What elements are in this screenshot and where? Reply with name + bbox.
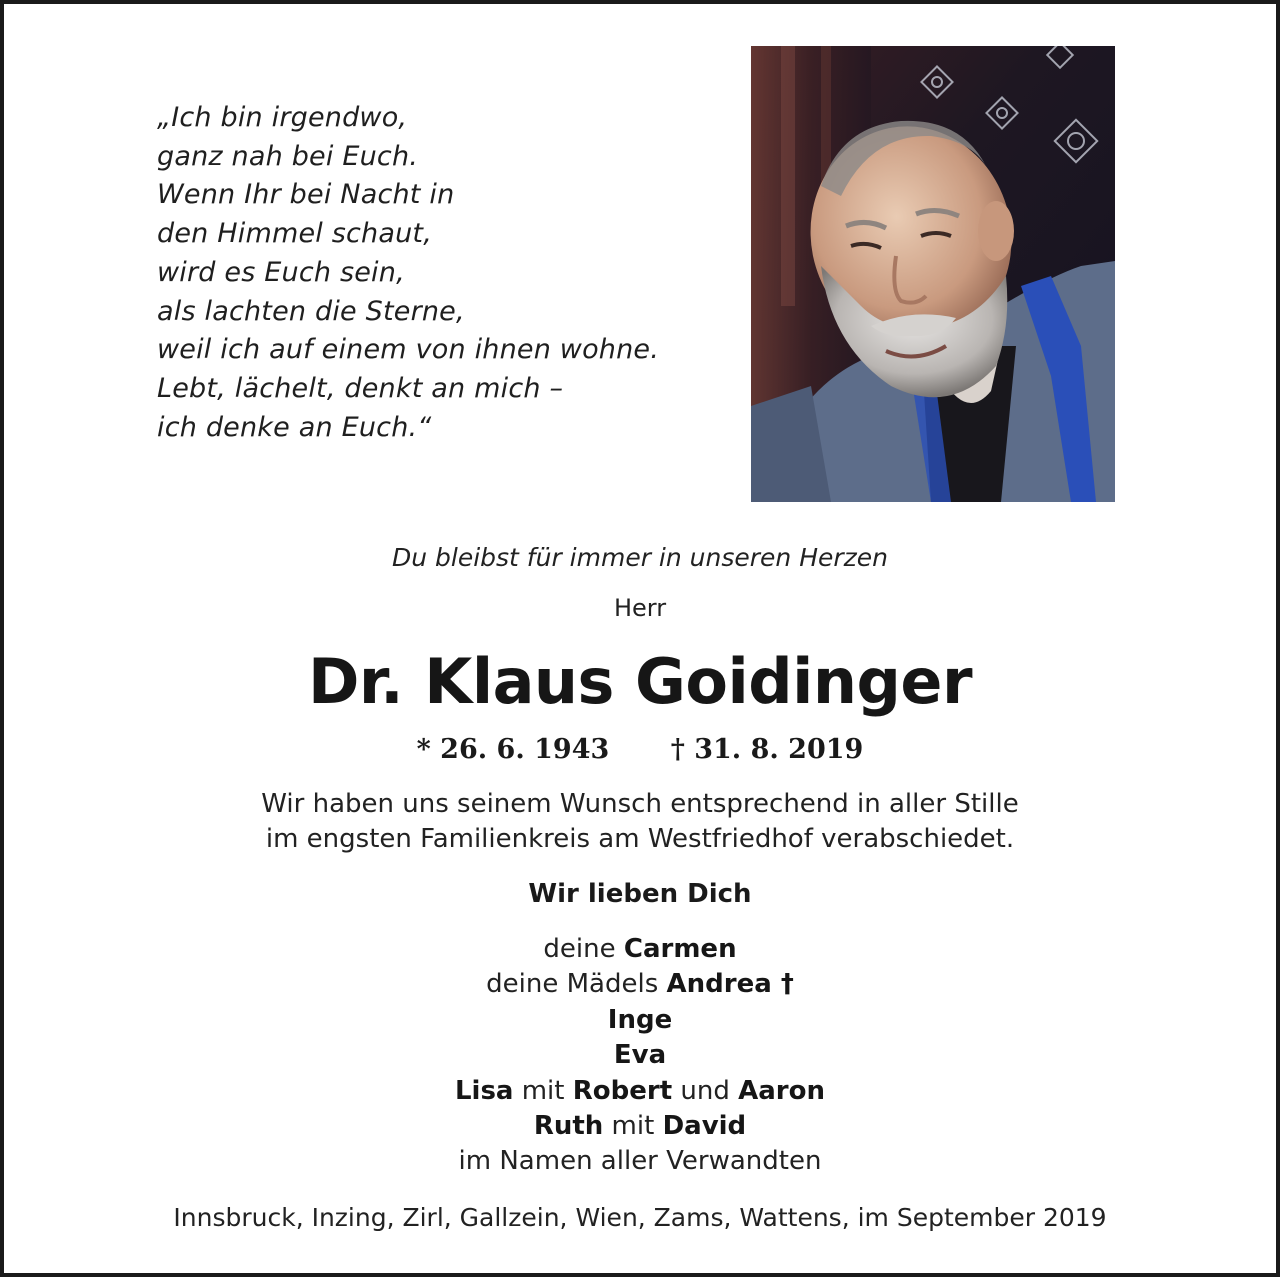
family-connector: mit (513, 1075, 573, 1106)
poem-line: Wenn Ihr bei Nacht in (157, 179, 455, 211)
family-line (0, 967, 1280, 1002)
motto: Du bleibst für immer in unseren Herzen (391, 543, 889, 572)
family-line (0, 1109, 1280, 1144)
farewell-line: im engsten Familienkreis am Westfriedhof verabschiedet. (265, 824, 1015, 854)
death-date: † 31. 8. 2019 (670, 734, 864, 765)
poem-line: weil ich auf einem von ihnen wohne. (157, 334, 660, 366)
family-prefix: deine Mädels (486, 969, 667, 1000)
poem-line: ganz nah bei Euch. (157, 140, 419, 172)
family-member-name: Aaron (738, 1075, 826, 1106)
poem-line: den Himmel schaut, (157, 218, 432, 250)
love-statement: Wir lieben Dich (528, 879, 752, 909)
poem-line: ich denke an Euch.“ (157, 411, 432, 443)
family-signatures (0, 932, 1280, 1180)
poem-line: Lebt, lächelt, denkt an mich – (157, 372, 564, 404)
deceased-name: Dr. Klaus Goidinger (307, 645, 973, 718)
birth-date: * 26. 6. 1943 (416, 734, 610, 765)
places-and-date: Innsbruck, Inzing, Zirl, Gallzein, Wien, Zams, Wattens, im September 2019 (173, 1203, 1107, 1232)
family-member-name: Andrea † (666, 969, 794, 1000)
poem-line: „Ich bin irgendwo, (157, 102, 408, 133)
family-line (0, 1003, 1280, 1038)
poem-line: wird es Euch sein, (157, 256, 405, 288)
family-member-name: Eva (613, 1040, 667, 1071)
family-member-name: Carmen (623, 934, 737, 964)
family-member-name: Ruth (533, 1111, 604, 1142)
family-prefix: deine (543, 934, 624, 964)
farewell-text (0, 787, 1280, 857)
family-connector: mit (603, 1111, 663, 1142)
family-member-name: David (662, 1111, 747, 1142)
family-line (0, 1074, 1280, 1109)
life-dates (0, 730, 1280, 770)
family-line: im Namen aller Verwandten (458, 1146, 822, 1177)
family-line (0, 932, 1280, 967)
poem (157, 99, 717, 447)
family-member-name: Robert (572, 1075, 673, 1106)
family-member-name: Lisa (454, 1075, 514, 1106)
portrait-photo (751, 46, 1115, 502)
portrait-illustration (751, 46, 1115, 502)
poem-line: als lachten die Sterne, (157, 295, 465, 327)
family-connector: und (672, 1075, 739, 1106)
family-member-name: Inge (607, 1004, 673, 1035)
farewell-line: Wir haben uns seinem Wunsch entsprechend in aller Stille (261, 789, 1019, 819)
family-line (0, 1038, 1280, 1073)
salutation: Herr (613, 594, 667, 622)
